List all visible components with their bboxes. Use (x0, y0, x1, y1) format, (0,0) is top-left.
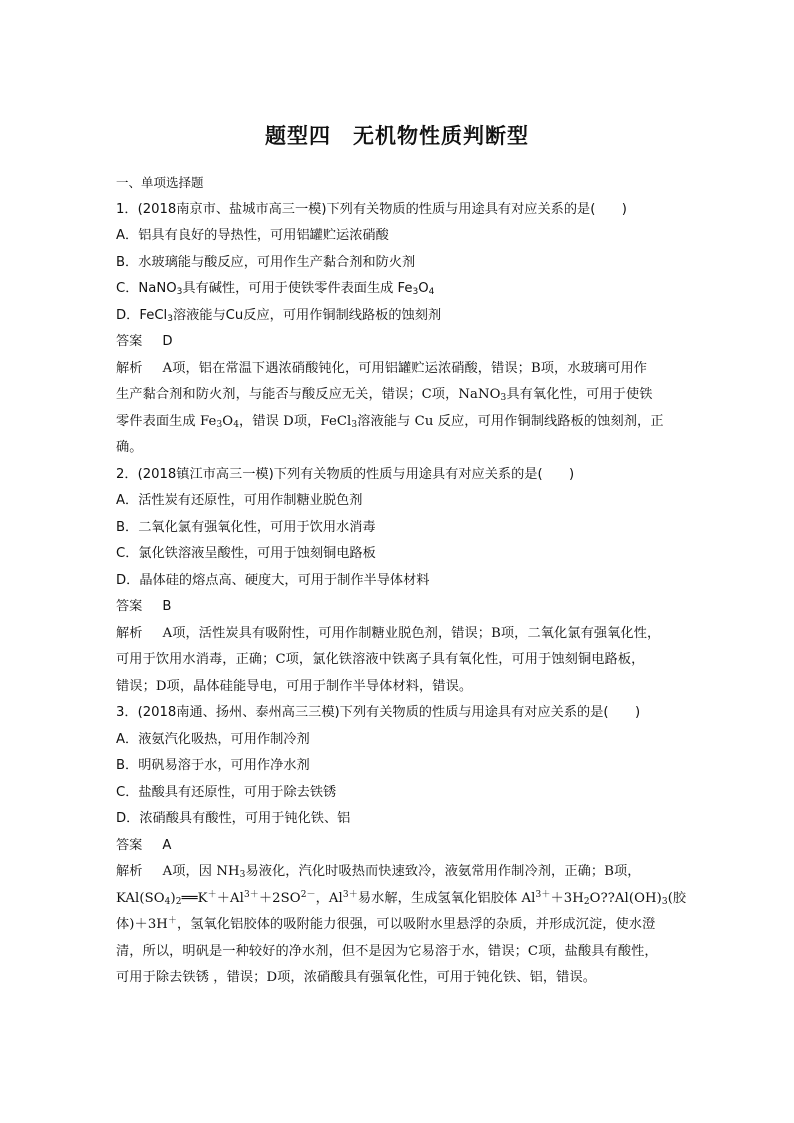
analysis-label: 解析 (116, 864, 143, 879)
answer-value: B (162, 599, 172, 614)
option-a: A．液氨汽化吸热，可用作制冷剂 (116, 731, 310, 747)
question-2 (116, 462, 682, 701)
analysis-block: 解析 A项，因 $NH_3$易液化，汽化时吸热而快速致冷，液氨常用作制冷剂，正确；B项， $KAl(SO_4)_2══K^++Al^{3+}+2SO^{2-}$，$Al^{3+}$易水解，生成氢氧化铝胶体 $Al^{3+}+3H_2O??Al(OH)_3$(胶 体)＋3H＋，氢氧化铝胶体的吸附能力很强，可以吸附水里悬浮的杂质，并形成沉淀，使水澄 清，所以，明矾是一种较好的净水剂，但不是因为它易溶于水，错误；C项，盐酸具有酸性， 可用于除去铁锈 ，错误；D项，浓硝酸具有强氧化性，可用于钝化铁、铝，错误。 (116, 864, 687, 985)
answer-line (116, 329, 682, 356)
answer-value: D (162, 334, 173, 349)
option-d: D．浓硝酸具有酸性，可用于钝化铁、铝 (116, 811, 351, 826)
answer-line (116, 594, 682, 621)
option-b: B．二氧化氯有强氧化性，可用于饮用水消毒 (116, 519, 376, 535)
document-content (116, 170, 687, 992)
analysis-block: 解析 A项，活性炭具有吸附性，可用作制糖业脱色剂，错误；B项，二氧化氯有强氧化性， 可用于饮用水消毒，正确；C项，氯化铁溶液中铁离子具有氧化性，可用于蚀刻铜电路板， 错误；D项，晶体硅能导电，可用于制作半导体材料，错误。 (116, 625, 661, 694)
option-b: B．明矾易溶于水，可用作净水剂 (116, 758, 310, 773)
analysis-block: 解析 A项，铝在常温下遇浓硝酸钝化，可用铝罐贮运浓硝酸，错误；B项，水玻璃可用作 生产黏合剂和防火剂，与能否与酸反应无关，错误；C项，NaNO$_3$具有氧化性，可用于使铁 零件表面生成 $Fe_3O_4$，错误 D项，FeCl$_3$溶液能与 Cu 反应，可用作铜制线路板的蚀刻剂，正 确。 (116, 360, 664, 455)
question-1 (116, 197, 682, 462)
answer-label: 答案 (116, 334, 143, 349)
option-b: B．水玻璃能与酸反应，可用作生产黏合剂和防火剂 (116, 254, 416, 270)
option-d: D．晶体硅的熔点高、硬度大，可用于制作半导体材料 (116, 572, 430, 588)
analysis-label: 解析 (116, 625, 143, 641)
question-stem: 1．(2018南京市、盐城市高三一模)下列有关物质的性质与用途具有对应关系的是( ) (116, 201, 627, 217)
option-c: C．盐酸具有还原性，可用于除去铁锈 (116, 784, 337, 800)
option-a: A．铝具有良好的导热性，可用铝罐贮运浓硝酸 (116, 228, 389, 243)
option-d: D．FeCl$_3$溶液能与Cu反应，可用作铜制线路板的蚀刻剂 (116, 307, 442, 324)
answer-label: 答案 (116, 599, 143, 614)
page-title: 题型四 无机物性质判断型 (265, 124, 529, 148)
option-c: C．氯化铁溶液呈酸性，可用于蚀刻铜电路板 (116, 546, 376, 561)
analysis-label: 解析 (116, 360, 143, 376)
answer-line (116, 833, 682, 860)
option-a: A．活性炭有还原性，可用作制糖业脱色剂 (116, 493, 363, 508)
question-3 (116, 700, 687, 992)
answer-value: A (162, 837, 172, 853)
question-stem: 2．(2018镇江市高三一模)下列有关物质的性质与用途具有对应关系的是( ) (116, 466, 575, 482)
answer-label: 答案 (116, 837, 143, 853)
section-heading: 一、单项选择题 (116, 175, 204, 190)
question-stem: 3．(2018南通、扬州、泰州高三三模)下列有关物质的性质与用途具有对应关系的是( ) (116, 705, 641, 720)
option-c: C．NaNO$_3$具有碱性，可用于使铁零件表面生成 $Fe_3O_4$ (116, 281, 435, 297)
